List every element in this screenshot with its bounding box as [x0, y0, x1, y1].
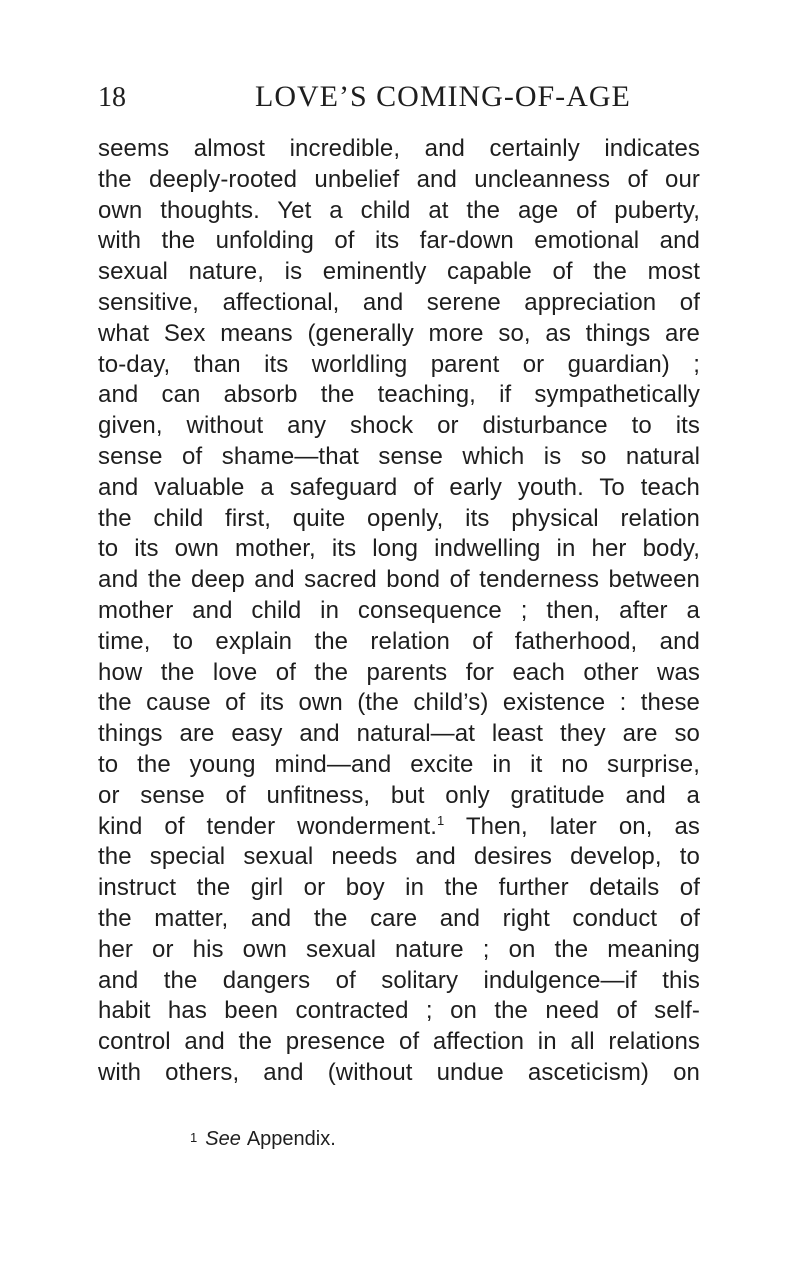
text-line: sexual nature, is eminently capable of the most [98, 258, 700, 286]
text-line: and valuable a safeguard of early youth. To teach [98, 473, 700, 501]
text-line: the child first, quite openly, its physical relation [98, 504, 700, 532]
text-line: control and the presence of affection in all relations [98, 1028, 700, 1056]
text-line: with others, and (without undue asceticism) on [98, 1058, 700, 1086]
text-line: or sense of unfitness, but only gratitude and a [98, 781, 700, 809]
text-line: sensitive, affectional, and serene appreciation of [98, 288, 700, 316]
page-number: 18 [98, 82, 126, 113]
text-line: the matter, and the care and right conduct of [98, 904, 700, 932]
text-line: the deeply-rooted unbelief and uncleanness of our [98, 165, 700, 193]
text-line: the cause of its own (the child’s) existence : these [98, 689, 700, 717]
text-line: things are easy and natural—at least they are so [98, 720, 700, 748]
text-line: with the unfolding of its far-down emotional and [98, 227, 700, 255]
text-line: seems almost incredible, and certainly indicates [98, 135, 700, 162]
text-line: to-day, than its worldling parent or guardian) ; [98, 350, 700, 378]
text-segment: Then, later on, as [444, 812, 700, 840]
text-line: own thoughts. Yet a child at the age of puberty, [98, 196, 700, 224]
text-line-with-footnote-ref [98, 812, 700, 843]
text-line: and the dangers of solitary indulgence—if this [98, 966, 700, 994]
text-line: the special sexual needs and desires develop, to [98, 843, 700, 871]
body-text [98, 134, 700, 1089]
text-line: sense of shame—that sense which is so natural [98, 442, 700, 470]
text-line: time, to explain the relation of fatherhood, and [98, 627, 700, 655]
footnote-text: Appendix. [246, 1128, 336, 1150]
text-line: to its own mother, its long indwelling in her body, [98, 535, 700, 563]
text-line: given, without any shock or disturbance to its [98, 412, 700, 440]
text-line: mother and child in consequence ; then, after a [98, 596, 700, 624]
text-line: her or his own sexual nature ; on the meaning [98, 935, 700, 963]
text-line: to the young mind—and excite in it no surprise, [98, 750, 700, 778]
text-line: what Sex means (generally more so, as things are [98, 319, 700, 347]
footnote-reference[interactable]: 1 [437, 812, 445, 828]
text-line: and the deep and sacred bond of tenderness between [98, 566, 700, 594]
footnote [190, 1128, 336, 1151]
text-line: instruct the girl or boy in the further details of [98, 874, 700, 902]
text-segment: kind of tender wonderment. [98, 812, 437, 840]
text-line: and can absorb the teaching, if sympathetically [98, 381, 700, 409]
page-header [0, 78, 800, 122]
running-title: LOVE’S COMING-OF-AGE [255, 80, 631, 113]
text-line: how the love of the parents for each other was [98, 658, 700, 686]
text-line: habit has been contracted ; on the need of self- [98, 997, 700, 1025]
footnote-see: See [205, 1128, 241, 1150]
footnote-marker: 1 [190, 1130, 198, 1145]
